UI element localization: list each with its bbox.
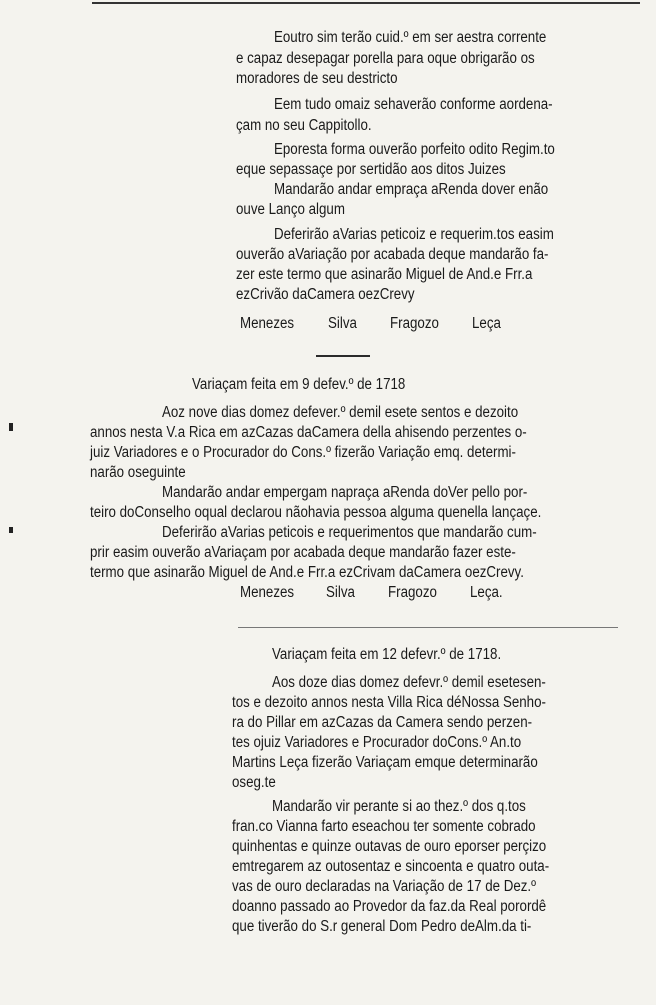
signature-name: Menezes — [240, 584, 295, 601]
text-line: doanno passado ao Provedor da faz.da Real porordê — [232, 898, 547, 915]
text-line: teiro doConselho oqual declarou nãohavia pessoa alguma quenella lançaçe. — [90, 504, 542, 521]
text-line: ouve Lanço algum — [236, 201, 345, 218]
text-line: juiz Variadores e o Procurador do Cons.º fizerão Variação emq. determi- — [90, 444, 516, 461]
text-line: oseg.te — [232, 774, 276, 791]
margin-mark — [9, 527, 13, 533]
text-line: tos e dezoito annos nesta Villa Rica déNossa Senho- — [232, 694, 546, 711]
text-line: Eoutro sim terão cuid.º em ser aestra corrente — [274, 29, 547, 46]
signature-name: Fragozo — [390, 315, 439, 332]
entry-heading: Variaçam feita em 12 defevr.º de 1718. — [272, 646, 502, 663]
text-line: Eem tudo omaiz sehaverão conforme aordena- — [274, 96, 553, 113]
text-line: tes ojuiz Variadores e Procurador doCons.º An.to — [232, 734, 522, 751]
text-line: ouverão aVariação por acabada deque mandarão fa- — [236, 246, 549, 263]
text-line: que tiverão do S.r general Dom Pedro deAlm.da ti- — [232, 918, 532, 935]
text-line: vas de ouro declaradas na Variação de 17 de Dez.º — [232, 878, 537, 895]
text-line: Mandarão andar empraça aRenda dover enão — [274, 181, 549, 198]
text-line: eque sepassaçe por sertidão aos ditos Juizes — [236, 161, 506, 178]
text-line: moradores de seu destricto — [236, 70, 398, 87]
signature-name: Silva — [328, 315, 357, 332]
text-line: zer este termo que asinarão Miguel de And.e Frr.a — [236, 266, 533, 283]
top-rule — [92, 2, 640, 4]
margin-mark — [9, 423, 13, 431]
text-line: annos nesta V.a Rica em azCazas daCamera della ahisendo perzentes o- — [90, 424, 527, 441]
text-line: quinhentas e quinze outavas de ouro eporser perçizo — [232, 838, 547, 855]
text-line: Aos doze dias domez defevr.º demil esetesen- — [272, 674, 546, 691]
text-line: ra do Pillar em azCazas da Camera sendo perzen- — [232, 714, 533, 731]
signature-name: Menezes — [240, 315, 295, 332]
text-line: e capaz desepagar porella para oque obrigarão os — [236, 50, 535, 67]
section-separator — [316, 355, 370, 357]
text-line: çam no seu Cappitollo. — [236, 117, 372, 134]
text-line: prir easim ouverão aVariaçam por acabada deque mandarão fazer este- — [90, 544, 516, 561]
text-line: fran.co Vianna farto eseachou ter somente cobrado — [232, 818, 536, 835]
signature-name: Leça. — [470, 584, 503, 601]
text-line: Deferirão aVarias peticois e requerimentos que mandarão cum- — [162, 524, 537, 541]
text-line: ezCrivão daCamera oezCrevy — [236, 286, 415, 303]
text-line: Mandarão vir perante si ao thez.º dos q.tos — [272, 798, 526, 815]
text-line: Martins Leça fizerão Variaçam emque determinarão — [232, 754, 538, 771]
text-line: narão oseguinte — [90, 464, 186, 481]
text-line: Mandarão andar empergam napraça aRenda doVer pello por- — [162, 484, 528, 501]
signature-name: Fragozo — [388, 584, 437, 601]
text-line: termo que asinarão Miguel de And.e Frr.a ezCrivam daCamera oezCrevy. — [90, 564, 524, 581]
text-line: emtregarem az outosentaz e sincoenta e quatro outa- — [232, 858, 550, 875]
text-line: Aoz nove dias domez defever.º demil esete sentos e dezoito — [162, 404, 519, 421]
text-line: Eporesta forma ouverão porfeito odito Regim.to — [274, 141, 555, 158]
signature-name: Leça — [472, 315, 501, 332]
signature-name: Silva — [326, 584, 355, 601]
text-line: Deferirão aVarias peticoiz e requerim.tos easim — [274, 226, 554, 243]
entry-heading: Variaçam feita em 9 defev.º de 1718 — [192, 376, 406, 393]
section-separator — [238, 627, 618, 628]
